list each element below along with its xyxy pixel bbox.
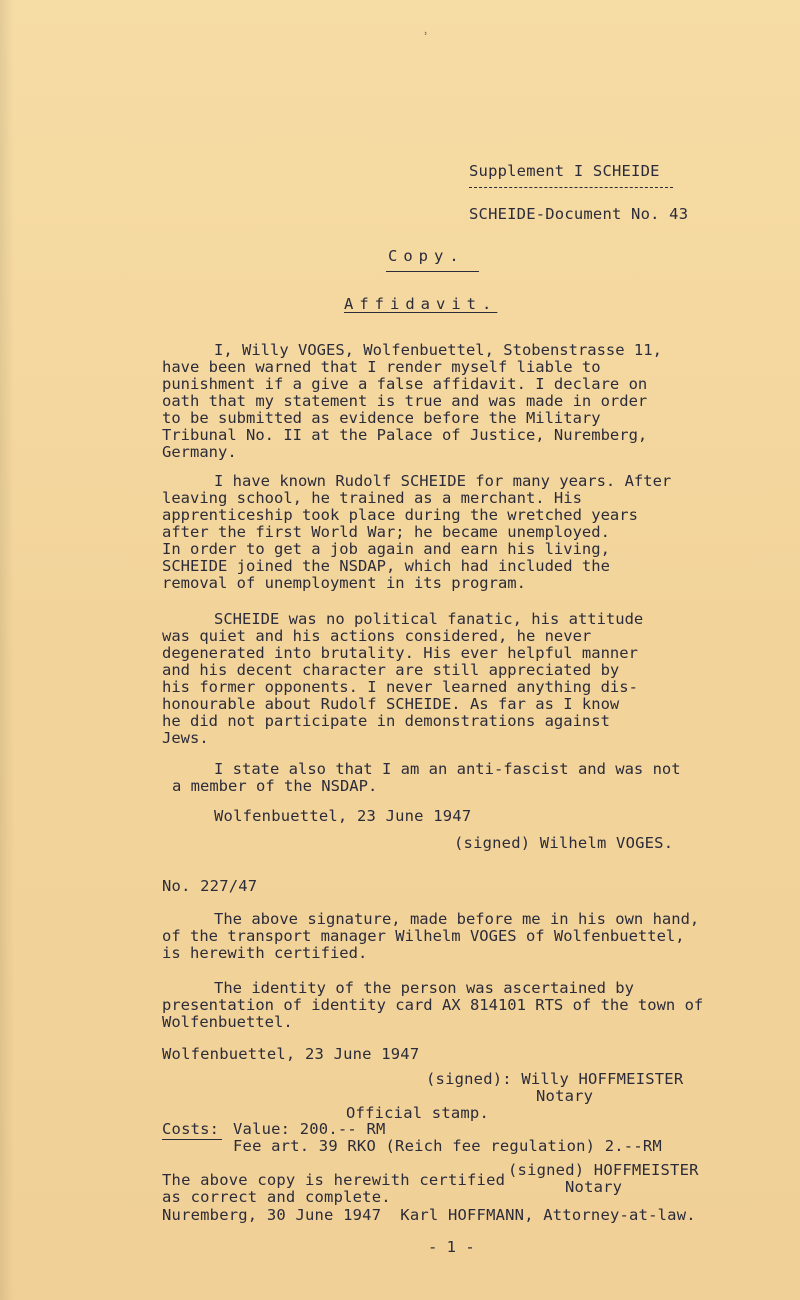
costs-label: Costs: bbox=[162, 1120, 220, 1138]
paragraph-background: I have known Rudolf SCHEIDE for many years. After leaving school, he trained as a merchant. His apprenticeship took place during the wretched years after the first World War; he became unemployed. In order to get a job again and earn his living, SCHEIDE joined the NSDAP, which had included the removal of unemployment in its program. bbox=[162, 472, 672, 592]
nuremberg-attorney-line: Nuremberg, 30 June 1947 Karl HOFFMANN, Attorney-at-law. bbox=[162, 1206, 696, 1224]
copy-underline bbox=[386, 271, 479, 272]
official-stamp: Official stamp. bbox=[346, 1104, 489, 1122]
paragraph-character: SCHEIDE was no political fanatic, his attitude was quiet and his actions considered, he never degenerated into brutality. His ever helpful manner and his decent character are still appreciated by his former opponents. I never learned anything dis- honourable about Rudolf SCHEIDE. As far as I know he did not participate in demonstrations against Jews. bbox=[162, 610, 644, 747]
costs-underline bbox=[162, 1139, 222, 1140]
supplement-underline bbox=[469, 187, 673, 188]
certification-number: No. 227/47 bbox=[162, 877, 258, 895]
copy-heading: Copy. bbox=[388, 247, 465, 265]
paragraph-anti-fascist: I state also that I am an anti-fascist and was not a member of the NSDAP. bbox=[172, 760, 681, 795]
hoffmeister-notary-title: Notary bbox=[565, 1178, 623, 1196]
notary-title: Notary bbox=[536, 1087, 594, 1105]
paragraph-declaration: I, Willy VOGES, Wolfenbuettel, Stobenstrasse 11, have been warned that I render myself liable to punishment if a give a false affidavit. I declare on oath that my statement is true and was made in order to be submitted as evidence before the Military Tribunal No. II at the Palace of Justice, Nuremberg, Germany. bbox=[162, 341, 662, 461]
notary-signature: (signed): Willy HOFFMEISTER bbox=[426, 1070, 684, 1088]
affidavit-signature: (signed) Wilhelm VOGES. bbox=[454, 834, 674, 852]
margin-mark: ʾ bbox=[422, 30, 430, 44]
affidavit-place-date: Wolfenbuettel, 23 June 1947 bbox=[214, 807, 472, 825]
copy-certification-line2: as correct and complete. bbox=[162, 1188, 391, 1206]
certification-signature-text: The above signature, made before me in his own hand, of the transport manager Wilhelm VOGES of Wolfenbuettel, is herewith certified. bbox=[162, 910, 700, 962]
copy-certification-line1: The above copy is herewith certified bbox=[162, 1171, 506, 1189]
document-number: SCHEIDE-Document No. 43 bbox=[469, 205, 689, 223]
supplement-heading: Supplement I SCHEIDE bbox=[469, 162, 660, 180]
certification-identity-text: The identity of the person was ascertained by presentation of identity card AX 814101 RTS of the town of Wolfenbuettel. bbox=[162, 979, 704, 1031]
page-number: - 1 - bbox=[428, 1238, 475, 1256]
affidavit-heading: Affidavit. bbox=[344, 295, 498, 313]
hoffmeister-signature: (signed) HOFFMEISTER bbox=[508, 1161, 699, 1179]
certification-place-date: Wolfenbuettel, 23 June 1947 bbox=[162, 1045, 420, 1063]
fee-line: Fee art. 39 RKO (Reich fee regulation) 2.--RM bbox=[233, 1137, 662, 1155]
costs-value: Value: 200.-- RM bbox=[233, 1120, 386, 1138]
